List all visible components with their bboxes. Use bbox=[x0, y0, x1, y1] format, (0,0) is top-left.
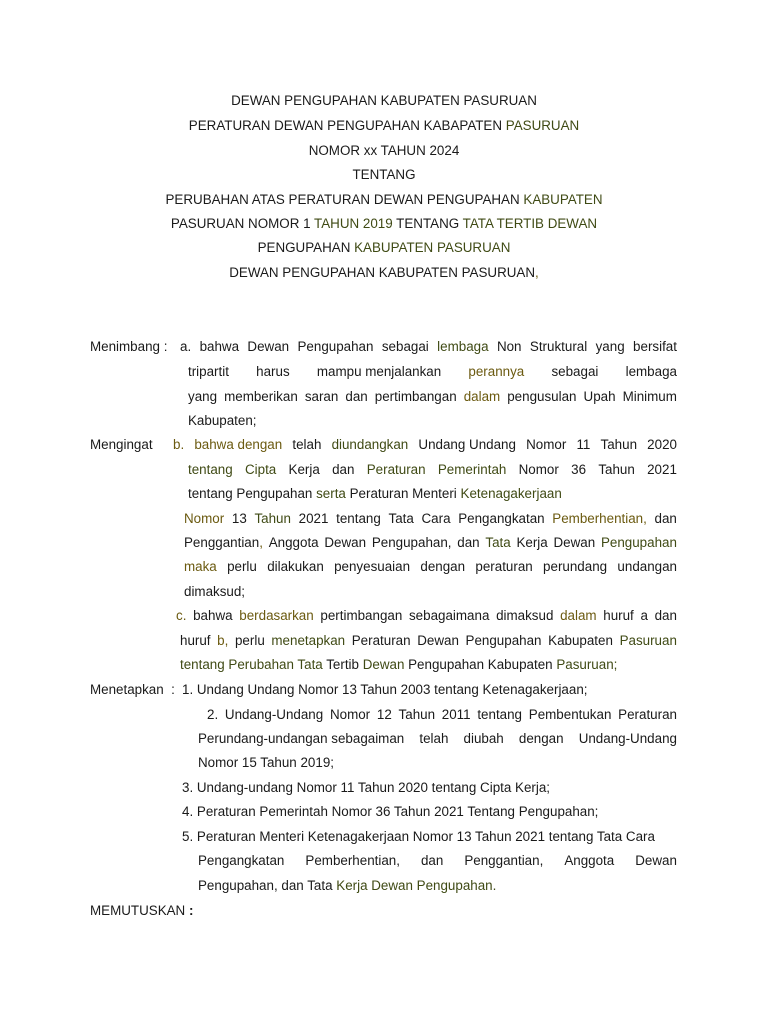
mengingat-c-line-1: c. bahwa berdasarkan pertimbangan sebagaimana dimaksud dalam huruf a dan bbox=[176, 608, 677, 623]
mengingat-b-line-6: maka perlu dilakukan penyesuaian dengan peraturan perundang undangan bbox=[184, 559, 677, 574]
menimbang-label: Menimbang : bbox=[90, 339, 168, 354]
header-line-4: TENTANG bbox=[352, 167, 416, 182]
mengingat-b-line-4: Nomor 13 Tahun 2021 tentang Tata Cara Pengangkatan Pemberhentian , dan bbox=[184, 511, 677, 526]
header-line-6: PASURUAN NOMOR 1 TAHUN 2019 TENTANG TATA TERTIB DEWAN bbox=[170, 216, 598, 231]
mengingat-label: Mengingat bbox=[90, 437, 153, 452]
menetapkan-item-2-line-1: 2. Undang-Undang Nomor 12 Tahun 2011 tentang Pembentukan Peraturan bbox=[207, 707, 677, 722]
header-line-5: PERUBAHAN ATAS PERATURAN DEWAN PENGUPAHAN KABUPATEN bbox=[165, 192, 603, 207]
menimbang-line-3: yang memberikan saran dan pertimbangan dalam pengusulan Upah Minimum bbox=[188, 389, 677, 404]
header-line-2: PERATURAN DEWAN PENGUPAHAN KABAPATEN PASURUAN bbox=[188, 118, 580, 133]
menetapkan-item-5-line-1: 5. Peraturan Menteri Ketenagakerjaan Nomor 13 Tahun 2021 tentang Tata Cara bbox=[182, 829, 655, 844]
mengingat-c-line-3: tentang Perubahan Tata Tertib Dewan Pengupahan Kabupaten Pasuruan; bbox=[180, 657, 618, 672]
menimbang-line-2: tripartit harus mampu menjalankan perannya sebagai lembaga bbox=[188, 364, 677, 379]
menetapkan-item-2-line-2: Perundang-undangan sebagaiman telah diubah dengan Undang-Undang bbox=[198, 731, 677, 746]
mengingat-b-line-7: dimaksud; bbox=[184, 584, 246, 599]
mengingat-b-line-2: tentang Cipta Kerja dan Peraturan Pemerintah Nomor 36 Tahun 2021 bbox=[188, 462, 677, 477]
mengingat-b-line-1: b. bahwa dengan telah diundangkan Undang Undang Nomor 11 Tahun 2020 bbox=[173, 437, 677, 452]
menetapkan-item-5-line-2: Pengangkatan Pemberhentian, dan Penggantian, Anggota Dewan bbox=[198, 853, 677, 868]
memutuskan-heading: MEMUTUSKAN : bbox=[90, 903, 194, 918]
menetapkan-item-3: 3. Undang-undang Nomor 11 Tahun 2020 tentang Cipta Kerja; bbox=[182, 780, 551, 795]
mengingat-b-line-3: tentang Pengupahan serta Peraturan Menteri Ketenagakerjaan bbox=[188, 486, 562, 501]
menetapkan-item-1: 1. Undang Undang Nomor 13 Tahun 2003 tentang Ketenagakerjaan; bbox=[182, 682, 588, 697]
header-line-3: NOMOR xx TAHUN 2024 bbox=[308, 143, 460, 158]
header-line-1: DEWAN PENGUPAHAN KABUPATEN PASURUAN bbox=[231, 93, 537, 108]
mengingat-c-line-2: huruf b, perlu menetapkan Peraturan Dewan Pengupahan Kabupaten Pasuruan bbox=[180, 633, 677, 648]
menetapkan-item-4: 4. Peraturan Pemerintah Nomor 36 Tahun 2021 Tentang Pengupahan; bbox=[182, 804, 599, 819]
menetapkan-label: Menetapkan : bbox=[90, 682, 175, 697]
menimbang-line-4: Kabupaten; bbox=[188, 413, 257, 428]
mengingat-b-line-5: Penggantian , Anggota Dewan Pengupahan, dan Tata Kerja Dewan Pengupahan bbox=[184, 535, 677, 550]
menetapkan-item-2-line-3: Nomor 15 Tahun 2019; bbox=[198, 755, 334, 770]
header-line-7: PENGUPAHAN KABUPATEN PASURUAN bbox=[257, 240, 511, 255]
menimbang-line-1: a. bahwa Dewan Pengupahan sebagai lembaga Non Struktural yang bersifat bbox=[180, 339, 677, 354]
menetapkan-item-5-line-3: Pengupahan, dan Tata Kerja Dewan Pengupahan. bbox=[198, 878, 497, 893]
header-line-8: DEWAN PENGUPAHAN KABUPATEN PASURUAN, bbox=[229, 265, 539, 280]
